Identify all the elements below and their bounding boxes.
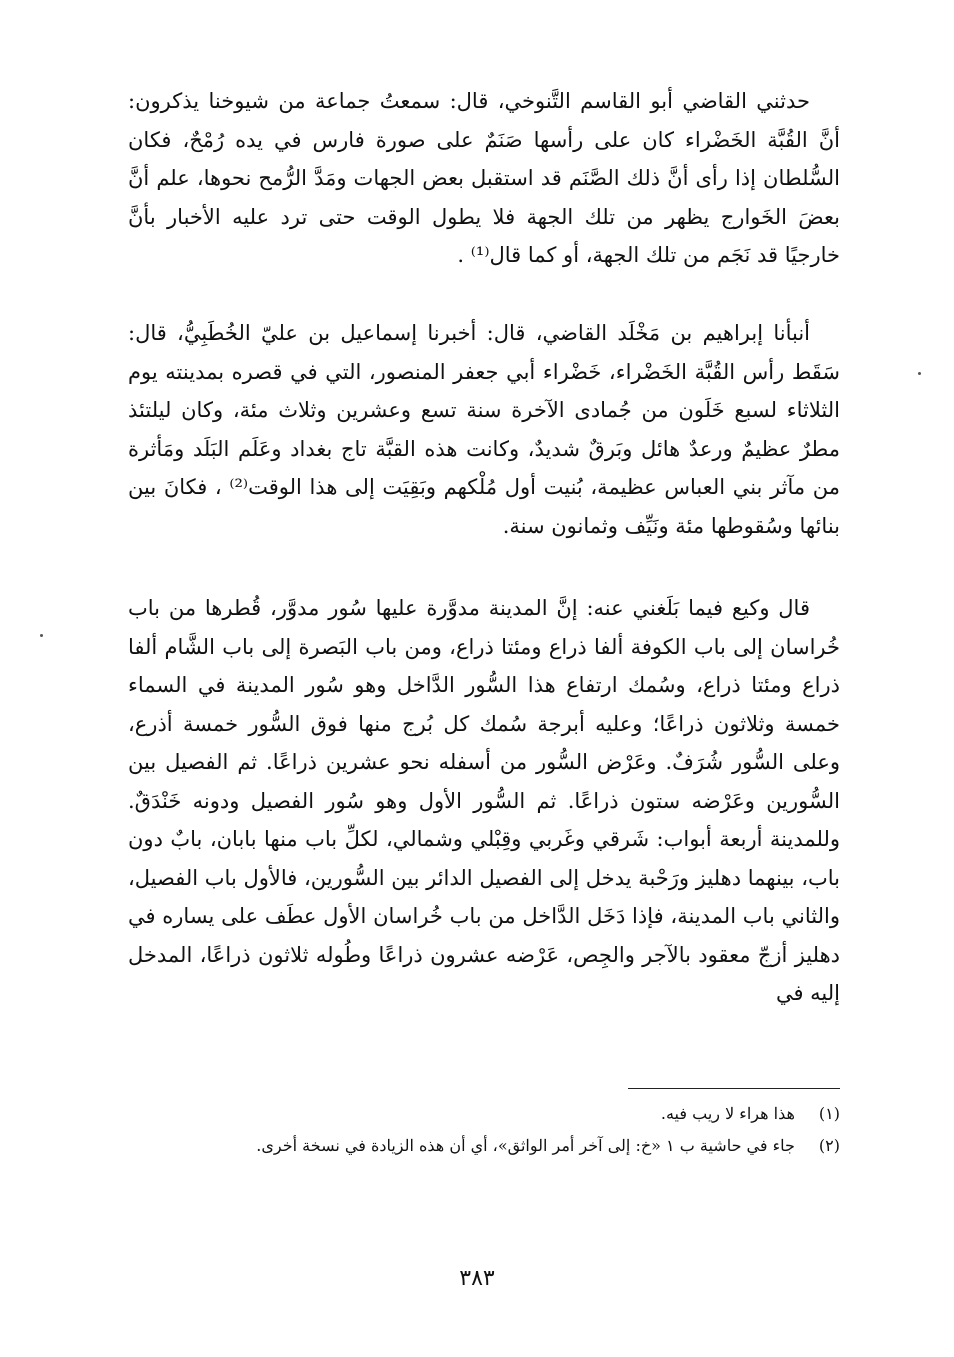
footnote-2 [128,1130,840,1162]
paragraph-1-container [128,82,840,275]
footnote-1-text: هذا هراء لا ريب فيه. [660,1104,795,1123]
footnote-1-number: (١) [818,1104,840,1123]
scan-speck [918,372,921,375]
scan-speck [40,634,43,637]
footnote-2-text: جاء في حاشية ب ١ «خ: إلى آخر أمر الواثق»، أي أن هذه الزيادة في نسخة أخرى. [256,1136,795,1155]
footnote-divider [628,1088,840,1089]
footnote-1 [128,1098,840,1130]
paragraph-3-container [128,589,840,1013]
paragraph-3: قال وكيع فيما بَلَغني عنه: إنَّ المدينة مدوَّرة عليها سُور مدوَّر، قُطرها من باب خُراسان إلى باب الكوفة ألفا ذراع ومئتا ذراع، ومن باب البَصرة إلى باب الشَّام ألفا ذراع ومئتا ذراع، وسُمك ارتفاع هذا السُّور الدَّاخل وهو سُور المدينة في السماء خمسة وثلاثون ذراعًا؛ وعليه أبرجة سُمك كل بُرج منها فوق السُّور خمسة أذرع، وعلى السُّور شُرَفٌ. وعَرْض السُّور من أسفله نحو عشرين ذراعًا. ثم الفصيل بين السُّورين وعَرْضه ستون ذراعًا. ثم السُّور الأول وهو سُور الفصيل ودونه خَنْدَقٌ. وللمدينة أربعة أبواب: شَرقي وغَربي وقِبْلي وشمالي، لكلِّ باب منها بابان، بابٌ دون باب، بينهما دهليز ورَحْبة يدخل إلى الفصيل الدائر بين السُّورين، فالأول باب الفصيل، والثاني باب المدينة، فإذا دَخَل الدَّاخل من باب خُراسان الأول عطَف على يساره في دهليز أزجّ معقود بالآجر والجِص، عَرْضه عشرون ذراعًا وطُوله ثلاثون ذراعًا، المدخل إليه في [128,596,840,1005]
page-number: ٣٨٣ [459,1266,495,1291]
paragraph-1: حدثني القاضي أبو القاسم التَّنوخي، قال: سمعتُ جماعة من شيوخنا يذكرون: أنَّ القُبَّة الخَضْراء كان على رأسها صَنَمٌ على صورة فارس في يده رُمْحٌ، فكان السُّلطان إذا رأى أنَّ ذلك الصَّنَم قد استقبل بعض الجهات ومَدَّ الرُّمح نحوها، علم أنَّ بعضَ الخَوارج يظهر من تلك الجهة فلا يطول الوقت حتى ترد عليه الأخبار بأنَّ خارجيًا قد نَجَم من تلك الجهة، أو كما قال⁽¹⁾ . [128,89,840,267]
paragraph-2: أنبأنا إبراهيم بن مَخْلَد القاضي، قال: أخبرنا إسماعيل بن عليّ الخُطَبِيُّ، قال: سَقَط رأس القُبَّة الخَضْراء، خَضْراء أبي جعفر المنصور، التي في قصره بمدينته يوم الثلاثاء لسبع خَلَون من جُمادى الآخرة سنة تسع وعشرين وثلاث مئة، وكان ليلتئذ مطرٌ عظيمٌ ورعدٌ هائل وبَرقٌ شديدٌ، وكانت هذه القبَّة تاج بغداد وعَلَم البَلَد ومَأثرة من مآثر بني العباس عظيمة، بُنيت أول مُلْكهم وبَقِيَت إلى هذا الوقت⁽²⁾ ، فكانَ بين بنائها وسُقوطها مئة ونَيِّف وثمانون سنة. [128,321,840,538]
footnotes [128,1098,840,1162]
paragraph-2-container [128,314,840,545]
footnote-2-number: (٢) [818,1136,840,1155]
